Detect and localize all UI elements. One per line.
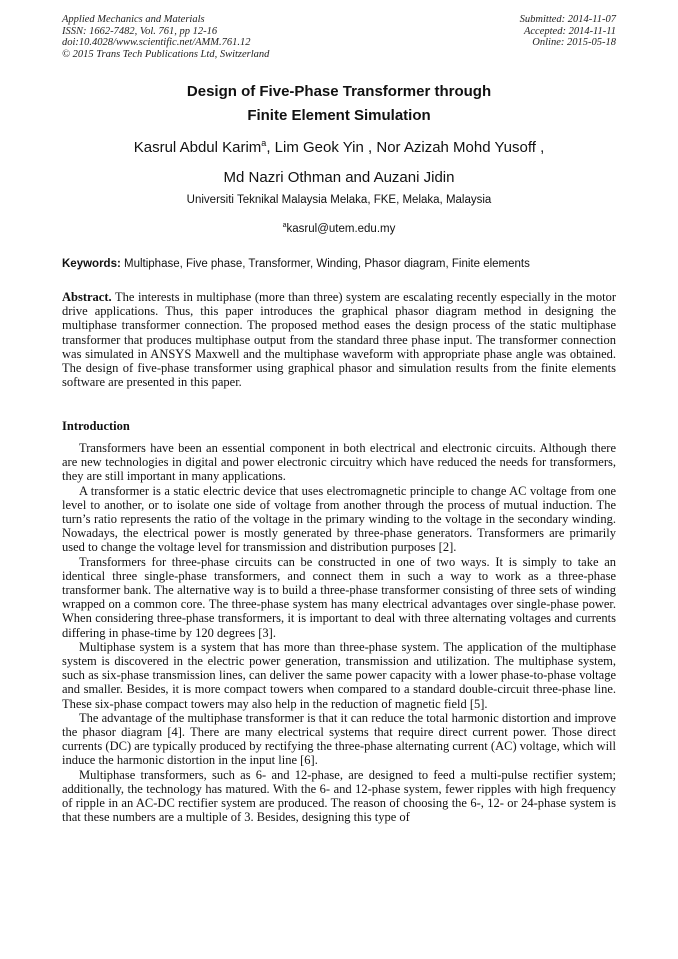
paragraph: Transformers for three-phase circuits can be constructed in one of two ways. It is simply to take an identical three single-phase transformers, and connect them in such a way to work as a three-phase transformer bank. The alternative way is to build a three-phase transformer consisting of three sets of winding wrapped on a common core. The three-phase system has many electrical advantages over single-phase power. When considering three-phase transformers, it is important to deal with three alternating voltages and currents differing in phase-time by 120 degrees [3]. <box>62 554 616 640</box>
authors-line-1 <box>0 128 678 163</box>
paper-title <box>0 80 678 128</box>
doi-line: doi:10.4028/www.scientific.net/AMM.761.12 <box>62 37 251 48</box>
abstract <box>62 290 616 389</box>
keywords <box>62 258 616 270</box>
dates-header <box>520 14 616 49</box>
paragraph: Multiphase system is a system that has more than three-phase system. The application of the multiphase system is discovered in the electric power generation, transmission and utilization. The multiphase system, such as six-phase transmission lines, can deliver the same power capacity with a lower phase-to-phase voltage and smaller. Besides, it is more compact towers when compared to a standard double-circuit three-phase line. These six-phase compact towers may also help in the reduction of magnetic field [5]. <box>62 639 616 711</box>
paragraph: A transformer is a static electric device that uses electromagnetic principle to change AC voltage from one level to another, or to isolate one side of voltage from another through the process of mutual induction. The turn’s ratio represents the ratio of the voltage in the primary winding to the voltage in the secondary winding. Nowadays, the electrical power is mostly generated by three-phase generators. Transformers are primarily used to change the voltage level for transmission and distribution purposes [2]. <box>62 483 616 555</box>
authors-line-2: Md Nazri Othman and Auzani Jidin <box>223 169 455 186</box>
email-address: kasrul@utem.edu.my <box>286 222 396 235</box>
section-heading-introduction: Introduction <box>62 419 130 433</box>
keywords-text: Multiphase, Five phase, Transformer, Winding, Phasor diagram, Finite elements <box>120 258 530 270</box>
title-line-2: Finite Element Simulation <box>247 107 431 124</box>
author-1-affil-mark: a <box>261 138 267 148</box>
issn-line: ISSN: 1662-7482, Vol. 761, pp 12-16 <box>62 25 218 37</box>
paragraph: Transformers have been an essential component in both electrical and electronic circuits. Although there are new technologies in digital and power electronic circuitry which have reduced the needs for transformers, they are still important in many applications. <box>62 441 616 484</box>
author-list <box>0 128 678 193</box>
author-3: , Nor Azizah Mohd Yusoff , <box>363 139 545 156</box>
journal-header <box>62 14 269 60</box>
abstract-label: Abstract. <box>62 290 112 304</box>
paragraph: Multiphase transformers, such as 6- and 12-phase, are designed to feed a multi-pulse rectifier system; additionally, the technology has matured. With the 6- and 12-phase system, fewer ripples with high frequency of ripple in an AC-DC rectifier system are produced. The reason of choosing the 6-, 12- or 24-phase system is that these numbers are a multiple of 3. Besides, designing this type of <box>62 767 616 825</box>
author-2: , Lim Geok Yin <box>266 139 364 156</box>
email-affil-mark: a <box>282 222 287 229</box>
journal-name: Applied Mechanics and Materials <box>62 14 205 25</box>
affiliation: Universiti Teknikal Malaysia Melaka, FKE, Melaka, Malaysia <box>186 194 492 206</box>
paragraph: The advantage of the multiphase transformer is that it can reduce the total harmonic distortion and improve the phasor diagram [4]. There are many electrical systems that require direct current power. Those direct currents (DC) are typically produced by rectifying the three-phase alternating current (AC) voltage, which will induce the harmonic distortion in the input line [6]. <box>62 710 616 768</box>
online-date: Online: 2015-05-18 <box>532 37 616 48</box>
accepted-date: Accepted: 2014-11-11 <box>523 25 616 37</box>
author-email <box>0 222 678 235</box>
submitted-date: Submitted: 2014-11-07 <box>519 14 616 25</box>
abstract-text: The interests in multiphase (more than three) system are escalating recently especially in the motor drive applications. Thus, this paper introduces the graphical phasor diagram method in designing the multiphase transformer connection. The proposed method eases the design process of the static multiphase transformer that produces multiphase output from the standard three phase input. The transformer connection was simulated in ANSYS Maxwell and the multiphase waveform with appropriate phase angle was obtained. The design of five-phase transformer using graphical phasor and simulation results from the finite elements software are presented in this paper. <box>62 290 616 390</box>
keywords-label: Keywords: <box>62 258 121 270</box>
introduction-body <box>62 441 616 824</box>
author-1: Kasrul Abdul Karim <box>133 139 262 156</box>
copyright-line: © 2015 Trans Tech Publications Ltd, Switzerland <box>62 48 270 60</box>
title-line-1: Design of Five-Phase Transformer through <box>186 83 492 100</box>
